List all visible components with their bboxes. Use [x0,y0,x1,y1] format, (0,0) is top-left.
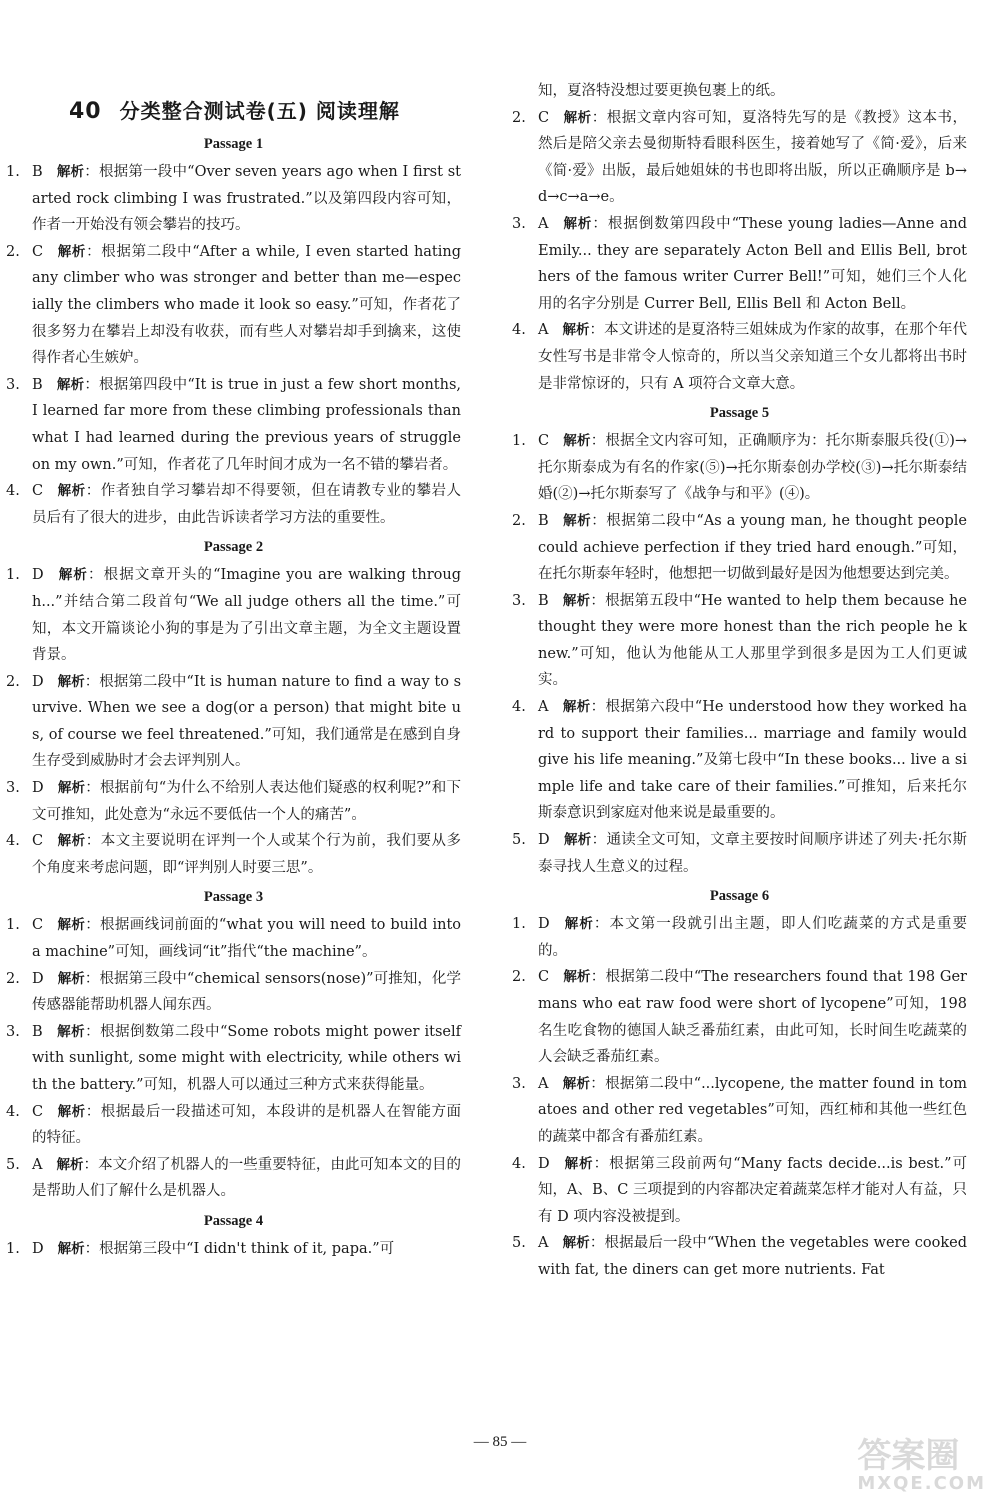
title-number: 40 [69,99,102,124]
analysis-label: 解析 [57,833,86,850]
analysis-label: 解析 [57,673,85,690]
analysis-label: 解析 [57,483,86,500]
analysis-text: ：根据前句“为什么不给别人表达他们疑惑的权利呢?”和下文可推知，此处意为“永远不要低估一个人的痛苦”。 [32,780,461,823]
analysis-text: ：根据第二段中“The researchers found that 198 Germans who eat raw food were short of lycopene”可知，198 名生吃食物的德国人缺乏番茄红素，由此可知，长时间生吃蔬菜的人会缺乏番茄红素。 [538,969,967,1066]
analysis-text: ：根据第二段中“As a young man, he thought people could achieve perfection if they tried hard enough.”可知，在托尔斯泰年轻时，他想把一切做到最好是因为他想要达到完美。 [538,512,968,583]
item-number: 4. [6,483,20,500]
answer-letter: D [32,970,44,987]
answer-letter: B [538,592,549,609]
answer-letter: D [538,832,550,849]
answer-item [6,1099,461,1152]
analysis-label: 解析 [562,215,593,232]
item-number: 2. [6,970,20,987]
answer-letter: C [32,1103,44,1120]
item-number: 2. [6,673,20,690]
item-number: 1. [6,917,20,934]
analysis-text: ：根据第三段前两句“Many facts decide...is best.”可知，A、B、C 三项提到的内容都决定着蔬菜怎样才能对人有益，只有 D 项内容没被提到。 [538,1155,967,1225]
analysis-text: ：根据文章内容可知，夏洛特先写的是《教授》这本书，然后是陪父亲去曼彻斯特看眼科医生，接着她写了《简·爱》，后来《简·爱》出版，最后她姐妹的书也即将出版，所以正确顺序是 b→d→c→a→e。 [538,109,968,206]
analysis-text: ：根据第三段中“chemical sensors(nose)”可推知，化学传感器能帮助机器人闻东西。 [32,970,462,1014]
item-number: 1. [6,164,20,180]
analysis-label: 解析 [57,1240,85,1257]
answer-item [6,669,461,775]
analysis-label: 解析 [563,1155,594,1172]
analysis-label: 解析 [563,916,594,933]
analysis-text: ：本文讲述的是夏洛特三姐妹成为作家的故事，在那个年代女性写书是非常令人惊奇的，所以当父亲知道三个女儿都将出书时是非常惊讶的，只有 A 项符合文章大意。 [538,322,968,392]
answer-letter: D [32,673,44,690]
answer-letter: A [538,699,549,716]
analysis-label: 解析 [57,780,86,797]
answer-letter: C [538,433,550,450]
item-number: 4. [512,699,526,716]
analysis-text: ：根据第六段中“He understood how they worked hard to support their families... marriage and family would give his life meaning.”及第七段中“In these books... live a simple life and take care of their families.”可推知，后来托尔斯泰意识到家庭对他来说是最重要的。 [538,699,968,822]
item-number: 1. [6,1240,20,1257]
analysis-text: ：根据第二段中“It is human nature to find a way to survive. When we see a dog(or a person) that might bite us, of course we feel threatened.”可知，我们通常是在感到自身生存受到威胁时才会去评判别人。 [32,673,462,770]
item-number: 5. [6,1156,20,1173]
answer-item [512,508,967,588]
answer-item [6,1019,461,1099]
item-number: 4. [512,322,526,339]
answer-item [6,372,461,478]
answer-letter: A [538,322,549,339]
item-number: 5. [512,1235,526,1252]
answer-item [512,588,967,694]
analysis-label: 解析 [57,243,87,260]
answer-item [512,428,967,508]
item-number: 3. [6,1023,20,1040]
item-number: 1. [512,433,526,450]
analysis-label: 解析 [57,1103,86,1120]
item-number: 3. [512,592,526,609]
answer-item [512,317,967,397]
answer-letter: B [32,164,43,180]
analysis-text: ：根据第五段中“He wanted to help them because he thought they were more honest than the rich people he knew.”可知，他认为他能从工人那里学到很多是因为工人们更诚实。 [538,592,967,689]
item-number: 4. [6,833,20,850]
analysis-text: ：根据最后一段描述可知，本段讲的是机器人在智能方面的特征。 [32,1103,462,1147]
answer-letter: A [32,1156,43,1173]
analysis-text: ：根据倒数第二段中“Some robots might power itself with sunlight, some might with electricity, while others with the battery.”可知，机器人可以通过三种方式来获得能量。 [32,1023,462,1093]
analysis-text: ：根据第三段中“I didn't think of it, papa.”可 [84,1240,395,1257]
analysis-text: ：根据全文内容可知，正确顺序为：托尔斯泰服兵役(①)→托尔斯泰成为有名的作家(⑤)→托尔斯泰创办学校(③)→托尔斯泰结婚(②)→托尔斯泰写了《战争与和平》(④)。 [538,433,968,503]
answer-item [512,964,967,1070]
page-number: — 85 — [473,1434,527,1450]
answer-item [6,1152,461,1205]
item-number: 1. [6,567,20,584]
answer-letter: C [32,483,44,500]
answer-item [6,912,461,965]
analysis-text: ：根据最后一段中“When the vegetables were cooked with fat, the diners can get more nutrients. Fat [538,1235,968,1278]
item-number: 3. [512,215,526,232]
answer-letter: D [32,780,44,797]
analysis-label: 解析 [562,512,592,529]
passage-heading: Passage 1 [203,136,264,152]
analysis-label: 解析 [57,567,89,584]
title-text: 分类整合测试卷(五) 阅读理解 [119,99,400,123]
item-number: 5. [512,832,526,849]
analysis-text: ：本文主要说明在评判一个人或某个行为前，我们要从多个角度来考虑问题，即“评判别人时要三思”。 [32,833,462,876]
answer-letter: B [32,376,43,393]
answer-item [512,105,967,211]
answer-item [512,827,967,880]
answer-item [6,966,461,1019]
analysis-text: ：本文介绍了机器人的一些重要特征，由此可知本文的目的是帮助人们了解什么是机器人。 [32,1156,462,1200]
item-number: 3. [512,1075,526,1092]
analysis-label: 解析 [562,1075,591,1092]
answer-item [6,239,461,372]
analysis-text: ：根据倒数第四段中“These young ladies—Anne and Emily... they are separately Acton Bell and Ellis Bell, brothers of the famous writer Currer Bell!”可知，她们三个人化用的名字分别是 Currer Bell, Ellis Bell 和 Acton Bell。 [538,215,968,312]
answer-item [512,1230,967,1283]
answer-item [512,1151,967,1231]
answer-letter: C [538,109,550,126]
analysis-text: ：作者独自学习攀岩却不得要领，但在请教专业的攀岩人员后有了很大的进步，由此告诉读者学习方法的重要性。 [32,483,462,526]
answer-letter: C [538,969,550,986]
analysis-label: 解析 [57,970,85,987]
answer-letter: C [32,917,44,934]
answer-letter: B [32,1023,43,1040]
item-number: 2. [512,969,526,986]
item-number: 4. [512,1155,526,1172]
analysis-label: 解析 [562,699,591,716]
answer-item [512,911,967,964]
analysis-text: ：根据第二段中“...lycopene, the matter found in tomatoes and other red vegetables”可知，西红柿和其他一些红色的蔬菜中都含有番茄红素。 [538,1075,967,1145]
answer-item [6,775,461,828]
analysis-label: 解析 [563,969,591,986]
analysis-label: 解析 [56,1156,84,1173]
item-number: 3. [6,780,20,797]
analysis-label: 解析 [57,917,86,934]
analysis-text: ：通读全文可知，文章主要按时间顺序讲述了列夫·托尔斯泰寻找人生意义的过程。 [538,832,968,875]
answer-letter: D [32,1240,44,1257]
analysis-label: 解析 [562,592,591,609]
watermark-url: MXQE.COM [857,1473,986,1494]
item-number: 2. [6,243,20,260]
analysis-text: ：根据文章开头的“Imagine you are walking through...”并结合第二段首句“We all judge others all the time.”可知，本文开篇谈论小狗的事是为了引出文章主题，为全文主题设置背景。 [32,567,461,664]
analysis-label: 解析 [562,1235,590,1252]
right-column [512,78,967,1284]
answer-letter: D [538,916,550,933]
analysis-label: 解析 [56,376,85,393]
answer-letter: C [32,243,44,260]
analysis-text: ：根据第四段中“It is true in just a few short months, I learned far more from these climbing professionals than what I had learned during the previous years of struggle on my own.”可知，作者花了几年时间才成为一名不错的攀岩者。 [32,376,462,473]
item-number: 1. [512,916,526,933]
passage-heading: Passage 4 [203,1212,264,1229]
analysis-label: 解析 [563,832,592,849]
analysis-label: 解析 [56,1023,86,1040]
answer-item [6,478,461,531]
analysis-text: ：根据第一段中“Over seven years ago when I first started rock climbing I was frustrated.”以及第四段内容可知，作者一开始没有领会攀岩的技巧。 [32,164,461,234]
passage-heading: Passage 5 [709,405,770,422]
passage-heading: Passage 3 [203,889,264,906]
item-number: 3. [6,376,20,393]
continued-text: 知，夏洛特没想过要更换包裹上的纸。 [538,83,785,99]
analysis-text: ：根据画线词前面的“what you will need to build into a machine”可知，画线词“it”指代“the machine”。 [32,917,461,961]
answer-item [512,694,967,827]
answer-item [6,562,461,668]
answer-letter: C [32,833,44,850]
item-number: 2. [512,512,526,529]
watermark-brand: 答案圈 [857,1436,960,1476]
answer-letter: A [538,1075,549,1092]
answer-item [6,828,461,881]
passage-heading: Passage 6 [709,888,770,905]
answer-item [6,1236,461,1263]
answer-letter: D [538,1155,550,1172]
item-number: 4. [6,1103,20,1120]
answer-letter: A [538,1235,549,1252]
answer-letter: B [538,512,549,529]
page-title [69,95,461,124]
analysis-label: 解析 [56,164,85,180]
analysis-text: ：根据第二段中“After a while, I even started hating any climber who was stronger and better than me—especially the climbers who made it look so easy.”可知，作者花了很多努力在攀岩上却没有收获，而有些人对攀岩却手到擒来，这使得作者心生嫉妒。 [32,243,462,367]
answer-item [512,211,967,317]
watermark-logo [857,1428,986,1494]
analysis-label: 解析 [563,109,592,126]
answer-letter: A [538,215,549,232]
item-number: 2. [512,109,526,126]
answer-item [6,159,461,239]
analysis-label: 解析 [563,433,591,450]
left-column [6,95,461,1263]
analysis-label: 解析 [562,322,590,339]
passage-heading: Passage 2 [203,539,264,556]
answer-letter: D [32,567,44,584]
answer-item [512,1071,967,1151]
analysis-text: ：本文第一段就引出主题，即人们吃蔬菜的方式是重要的。 [538,916,968,959]
